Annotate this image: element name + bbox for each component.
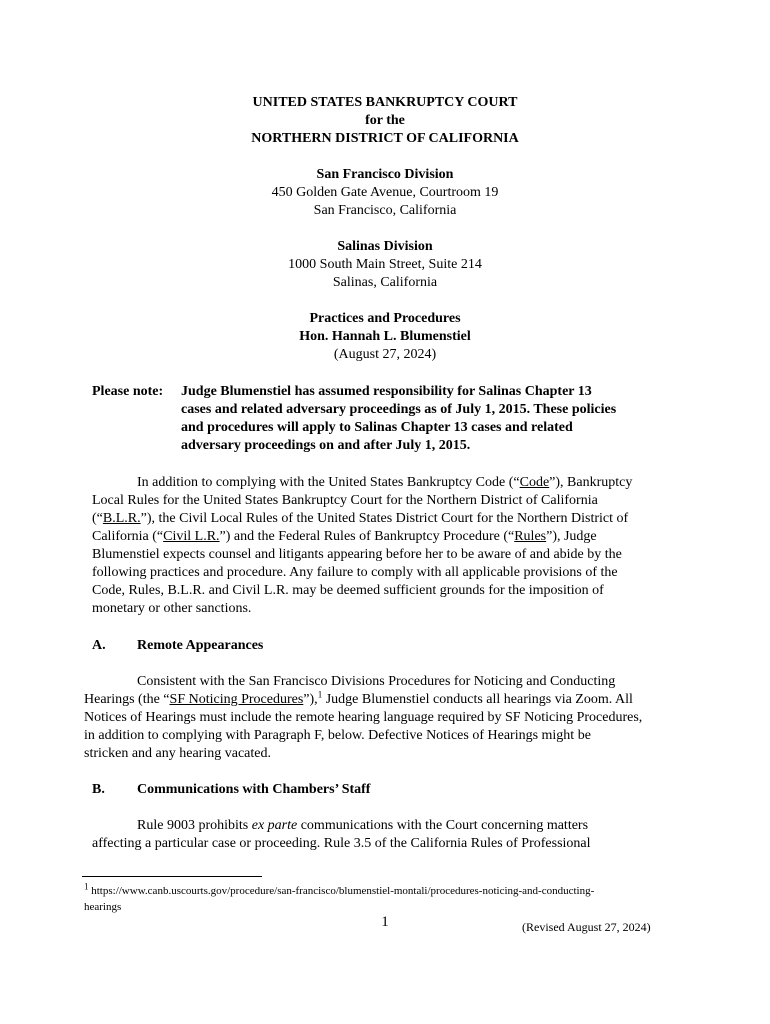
salinas-division-name: Salinas Division bbox=[337, 239, 433, 254]
section-a-line-5: stricken and any hearing vacated. bbox=[84, 746, 271, 761]
judge-name: Hon. Hannah L. Blumenstiel bbox=[299, 329, 471, 344]
salinas-division-address: 1000 South Main Street, Suite 214 bbox=[288, 257, 482, 272]
code-defined-term: Code bbox=[519, 475, 550, 490]
note-line: cases and related adversary proceedings as of July 1, 2015. These policies bbox=[181, 402, 617, 417]
intro-line-5: Blumenstiel expects counsel and litigants appearing before her to be aware of and abide by the bbox=[92, 547, 622, 562]
document-title: Practices and Procedures bbox=[309, 311, 461, 326]
document-date: (August 27, 2024) bbox=[333, 347, 437, 362]
for-the: for the bbox=[365, 113, 405, 128]
intro-line-3: (“B.L.R.”), the Civil Local Rules of the United States District Court for the Northern District of bbox=[92, 511, 629, 526]
page-number: 1 bbox=[381, 914, 389, 930]
court-name: UNITED STATES BANKRUPTCY COURT bbox=[252, 95, 518, 110]
note-line: Judge Blumenstiel has assumed responsibility for Salinas Chapter 13 bbox=[181, 384, 592, 399]
intro-line-4: California (“Civil L.R.”) and the Federal Rules of Bankruptcy Procedure (“Rules”), Judge bbox=[92, 529, 597, 544]
intro-line-7: Code, Rules, B.L.R. and Civil L.R. may be deemed sufficient grounds for the imposition of bbox=[92, 583, 604, 598]
district-name: NORTHERN DISTRICT OF CALIFORNIA bbox=[251, 131, 519, 146]
blr-defined-term: B.L.R. bbox=[102, 511, 141, 526]
intro-line-2: Local Rules for the United States Bankruptcy Court for the Northern District of California bbox=[92, 493, 598, 508]
rules-defined-term: Rules bbox=[514, 529, 547, 544]
section-b-title: Communications with Chambers’ Staff bbox=[137, 782, 371, 797]
section-a-letter: A. bbox=[92, 638, 106, 653]
civil-lr-defined-term: Civil L.R. bbox=[163, 529, 220, 544]
sf-noticing-procedures-term: SF Noticing Procedures bbox=[169, 692, 304, 707]
section-a-title: Remote Appearances bbox=[137, 638, 264, 653]
section-a-line-4: in addition to complying with Paragraph F, below. Defective Notices of Hearings might be bbox=[84, 728, 591, 743]
footnote-line-1: $^1$ https://www.canb.uscourts.gov/procedure/san-francisco/blumenstiel-montali/procedures-noticing-and-conducting- bbox=[84, 881, 595, 897]
note-label: Please note: bbox=[92, 384, 164, 399]
intro-line-1: In addition to complying with the United States Bankruptcy Code (“Code”), Bankruptcy bbox=[137, 475, 633, 490]
section-a-line-1: Consistent with the San Francisco Divisions Procedures for Noticing and Conducting bbox=[137, 674, 616, 689]
footnote-reference: 1 bbox=[317, 689, 323, 700]
intro-line-8: monetary or other sanctions. bbox=[92, 601, 252, 616]
revised-date: (Revised August 27, 2024) bbox=[522, 920, 651, 934]
salinas-division-city: Salinas, California bbox=[332, 275, 438, 290]
footnote-line-2: hearings bbox=[84, 901, 122, 913]
section-a-line-3: Notices of Hearings must include the remote hearing language required by SF Noticing Procedures, bbox=[84, 710, 643, 725]
footnote-divider bbox=[82, 876, 262, 877]
note-line: adversary proceedings on and after July 1, 2015. bbox=[181, 438, 471, 453]
section-b-line-1: Rule 9003 prohibits ex parte communications with the Court concerning matters bbox=[137, 818, 589, 833]
section-a-line-2: Hearings (the “SF Noticing Procedures”),$^1$ Judge Blumenstiel conducts all hearings via Zoom. All bbox=[84, 689, 633, 707]
section-b-line-2: affecting a particular case or proceeding. Rule 3.5 of the California Rules of Professional bbox=[92, 836, 591, 851]
sf-division-address: 450 Golden Gate Avenue, Courtroom 19 bbox=[271, 185, 499, 200]
intro-line-6: following practices and procedure. Any failure to comply with all applicable provisions of the bbox=[92, 565, 618, 580]
sf-division-name: San Francisco Division bbox=[316, 167, 454, 182]
section-b-letter: B. bbox=[92, 782, 105, 797]
footnote-url: https://www.canb.uscourts.gov/procedure/san-francisco/blumenstiel-montali/procedures-noticing-and-conducting- bbox=[88, 885, 595, 897]
sf-division-city: San Francisco, California bbox=[313, 203, 457, 218]
note-line: and procedures will apply to Salinas Chapter 13 cases and related bbox=[181, 420, 573, 435]
